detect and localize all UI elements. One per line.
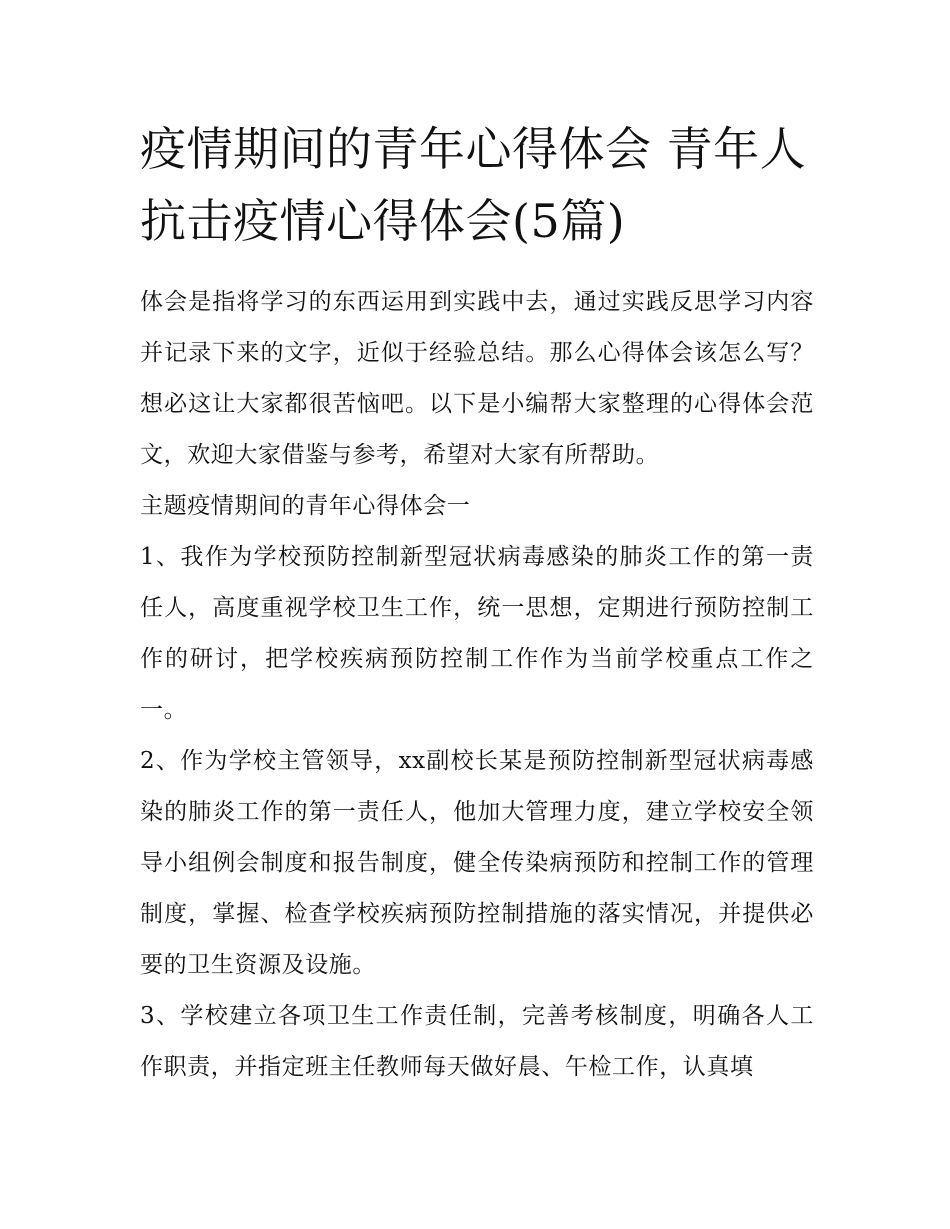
paragraph-item-1: 1、我作为学校预防控制新型冠状病毒感染的肺炎工作的第一责任人，高度重视学校卫生工作，统一思想，定期进行预防控制工作的研讨，把学校疾病预防控制工作作为当前学校重点工作之一。 bbox=[140, 544, 814, 723]
intro-paragraph: 体会是指将学习的东西运用到实践中去，通过实践反思学习内容并记录下来的文字，近似于经验总结。那么心得体会该怎么写？想必这让大家都很苦恼吧。以下是小编帮大家整理的心得体会范文，欢迎大家借鉴与参考，希望对大家有所帮助。 bbox=[140, 289, 814, 468]
document-body bbox=[140, 277, 814, 1093]
section-heading: 主题疫情期间的青年心得体会一 bbox=[140, 493, 471, 519]
document-title: 疫情期间的青年心得体会 青年人抗击疫情心得体会(5篇) bbox=[140, 122, 807, 248]
paragraph-item-3: 3、学校建立各项卫生工作责任制，完善考核制度，明确各人工作职责，并指定班主任教师每天做好晨、午检工作，认真填 bbox=[140, 1003, 814, 1080]
paragraph-item-2: 2、作为学校主管领导，xx副校长某是预防控制新型冠状病毒感染的肺炎工作的第一责任人，他加大管理力度，建立学校安全领导小组例会制度和报告制度，健全传染病预防和控制工作的管理制度，掌握、检查学校疾病预防控制措施的落实情况，并提供必要的卫生资源及设施。 bbox=[140, 748, 814, 978]
